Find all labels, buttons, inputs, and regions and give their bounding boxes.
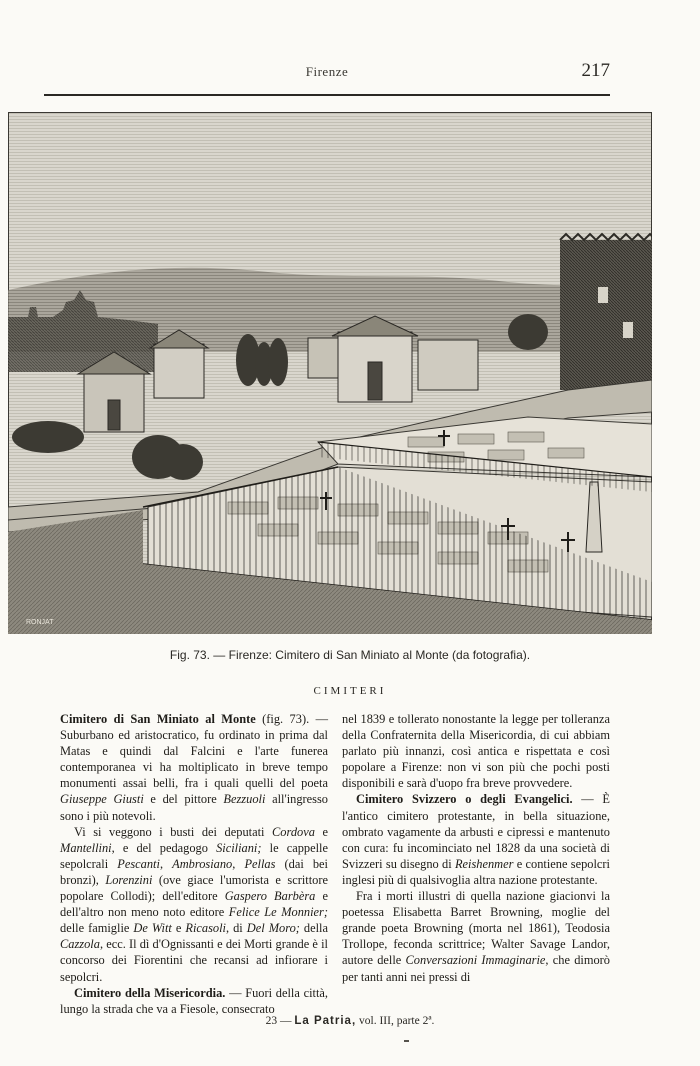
text-run: , ecc. Il dì d'Ognissanti e dei Morti grande è il concorso dei Fiorentini che recansi ad infiorare i sepolcri. bbox=[60, 937, 328, 984]
publication-title: La Patria, bbox=[294, 1015, 357, 1027]
engraver-signature: RONJAT bbox=[26, 619, 54, 626]
italic-run: De Witt bbox=[133, 921, 172, 936]
italic-run: Giuseppe Giusti bbox=[60, 792, 144, 807]
text-run: Fra i morti illustri di quella nazione giacionvi la poetessa Elisabetta Barret Browning, moglie del grande poeta Browning (morta nel 1861), Teodosia Trollope, feconda scrittrice; Walter Savage Landor, autore delle bbox=[342, 889, 610, 968]
italic-run: Conversazioni Immaginarie bbox=[405, 953, 546, 968]
figure-caption: Fig. 73. — Firenze: Cimitero di San Miniato al Monte (da fotografia). bbox=[169, 648, 531, 662]
text-run: e contiene sepolcri inglesi più di qualsivoglia altra nazione protestante. bbox=[342, 856, 610, 887]
text-run: Vi si veggono i busti dei deputati bbox=[74, 824, 273, 839]
italic-run: Siciliani; bbox=[216, 840, 262, 855]
bottom-mark bbox=[404, 1040, 409, 1042]
text-run: , di bbox=[226, 921, 247, 936]
signature-mark: 23 — bbox=[265, 1015, 295, 1027]
paragraph bbox=[60, 711, 328, 824]
bold-run: Cimitero della Misericordia. bbox=[74, 985, 226, 1000]
text-run: le cappelle sepolcrali bbox=[60, 840, 328, 871]
bold-run: Cimitero di San Miniato al Monte bbox=[60, 712, 256, 726]
text-run: della bbox=[299, 921, 328, 936]
italic-run: Ricasoli bbox=[185, 921, 226, 936]
text-column-right bbox=[342, 711, 610, 985]
italic-run: Ambrosiano bbox=[172, 856, 233, 871]
text-run: , bbox=[159, 856, 173, 871]
text-run: e del pittore bbox=[143, 792, 224, 807]
section-title: CIMITERI bbox=[313, 685, 387, 697]
text-run: delle famiglie bbox=[60, 921, 134, 936]
running-head bbox=[44, 60, 610, 86]
italic-run: Felice Le Monnier; bbox=[228, 905, 328, 920]
italic-run: Gaspero Barbèra bbox=[224, 889, 316, 904]
page-footer bbox=[0, 1015, 700, 1027]
text-run: , bbox=[232, 856, 245, 871]
text-run: e bbox=[171, 921, 186, 936]
italic-run: Mantellini bbox=[60, 840, 112, 855]
text-run: e bbox=[314, 824, 328, 839]
text-column-left bbox=[60, 711, 328, 1017]
page-number: 217 bbox=[581, 60, 610, 81]
italic-run: Cordova bbox=[272, 824, 315, 839]
text-run: e dell'altro non meno noto editore bbox=[60, 889, 328, 920]
cemetery-engraving bbox=[8, 112, 652, 634]
text-run: (fig. 73). — Suburbano ed aristocratico, fu ordinato in prima dal Matas e quindi dal Falcini e l'arte funerea contemporanea vi ha moltiplicato in breve tempo monumenti assai belli, fra i quali quelli del poeta bbox=[60, 712, 328, 791]
italic-run: Del Moro; bbox=[246, 921, 300, 936]
italic-run: Lorenzini bbox=[105, 872, 153, 887]
italic-run: Pellas bbox=[244, 856, 276, 871]
paragraph bbox=[60, 824, 328, 985]
paragraph bbox=[60, 985, 328, 1017]
italic-run: Bezzuoli bbox=[223, 792, 266, 807]
text-run: (ove giace l'umorista e scrittore popolare Collodi); dell'editore bbox=[60, 872, 328, 904]
text-run: all'ingresso sono i più notevoli. bbox=[60, 792, 329, 823]
bold-run: Cimitero Svizzero o degli Evangelici. bbox=[356, 792, 573, 807]
italic-run: Reishenmer bbox=[454, 856, 514, 871]
italic-run: Pescanti bbox=[117, 856, 160, 871]
text-run: — Fuori della città, lungo la strada che va a Fiesole, consecrato bbox=[60, 985, 329, 1016]
running-title: Firenze bbox=[305, 64, 349, 79]
paragraph bbox=[342, 791, 610, 888]
header-rule bbox=[44, 94, 610, 96]
paragraph bbox=[342, 888, 610, 985]
text-run: (dai bei bronzi), bbox=[60, 856, 328, 887]
text-run: nel 1839 e tollerato nonostante la legge per tolleranza della Confraternita della Misericordia, di cui abbiam parlato più innanzi, così antica e rispettata e così popolare a Firenze: non vi son più che pochi posti disponibili e sarà d'uopo fra breve provvedere. bbox=[342, 712, 610, 791]
text-run: — È l'antico cimitero protestante, in bella situazione, ombrato vagamente da arbusti e cipressi e mantenuto con cura: fu incominciato nel 1828 da una società di Svizzeri su disegno di bbox=[342, 792, 610, 871]
text-run: , e del pedagogo bbox=[111, 840, 217, 855]
volume-info: vol. III, parte 2ª. bbox=[356, 1015, 435, 1027]
paragraph bbox=[342, 711, 610, 791]
text-run: , che dimorò per tanti anni nei pressi di bbox=[342, 953, 610, 984]
italic-run: Cazzola bbox=[60, 937, 100, 952]
